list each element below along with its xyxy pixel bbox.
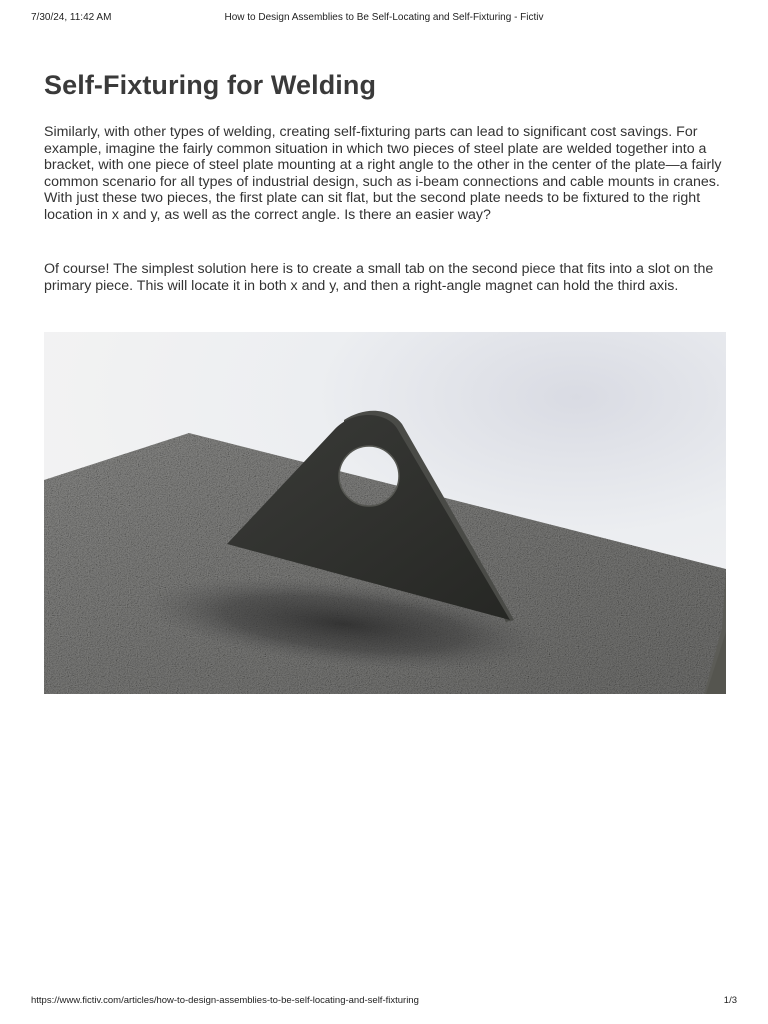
print-header: [0, 12, 768, 28]
article-paragraph: Of course! The simplest solution here is to create a small tab on the second piece that fits into a slot on the primary piece. This will locate it in both x and y, and then a right-angle magnet can hold the third axis.: [44, 261, 714, 294]
welding-bracket-illustration: [44, 332, 726, 694]
article: [44, 66, 726, 294]
section-heading: Self-Fixturing for Welding: [44, 70, 377, 100]
print-page-title: How to Design Assemblies to Be Self-Locating and Self-Fixturing - Fictiv: [224, 12, 544, 23]
page-url: https://www.fictiv.com/articles/how-to-design-assemblies-to-be-self-locating-and-self-fixturing: [31, 995, 419, 1006]
article-paragraph: Similarly, with other types of welding, creating self-fixturing parts can lead to significant cost savings. For example, imagine the fairly common situation in which two pieces of steel plate are welded together into a bracket, with one piece of steel plate mounting at a right angle to the other in the center of the plate—a fairly common scenario for all types of industrial design, such as i-beam connections and cable mounts in cranes. With just these two pieces, the first plate can sit flat, but the second plate needs to be fixtured to the right location in x and y, as well as the correct angle. Is there an easier way?: [44, 124, 722, 223]
page-number: 1/3: [723, 995, 737, 1006]
print-datetime: 7/30/24, 11:42 AM: [31, 12, 112, 23]
welding-bracket-image: [44, 332, 726, 694]
print-footer: [0, 995, 768, 1009]
